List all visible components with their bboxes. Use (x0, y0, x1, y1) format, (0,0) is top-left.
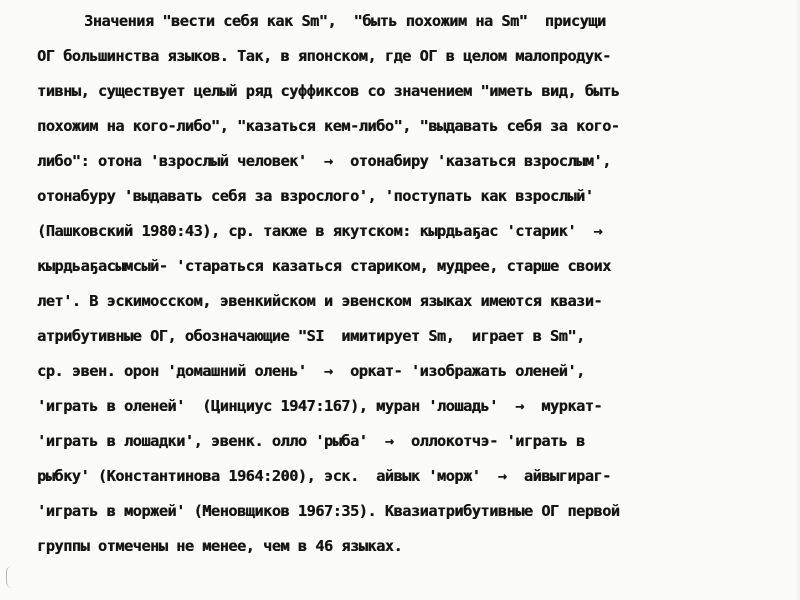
margin-bracket-mark (6, 566, 13, 588)
text-line-11: ср. эвен. орон 'домашний олень' → оркат- 'изображать оленей', (37, 362, 585, 380)
text-line-14: рыбку' (Константинова 1964:200), эск. айвык 'морж' → айвыгираг- (37, 467, 611, 485)
text-line-7: (Пашковский 1980:43), ср. также в якутском: кырдьаҕас 'старик' → (37, 222, 603, 240)
scan-edge-shadow (794, 0, 800, 600)
text-line-5: либо": отона 'взрослый человек' → отонабиру 'казаться взрослым', (37, 152, 611, 170)
text-line-3: тивны, существует целый ряд суффиксов со значением "иметь вид, быть (37, 82, 620, 100)
text-line-4: похожим на кого-либо", "казаться кем-либо", "выдавать себя за кого- (37, 117, 620, 135)
text-line-12: 'играть в оленей' (Цинциус 1947:167), муран 'лошадь' → муркат- (37, 397, 603, 415)
text-line-8: кырдьаҕасымсый- 'стараться казаться стариком, мудрее, старше своих (37, 257, 611, 275)
text-line-16: группы отмечены не менее, чем в 46 языках. (37, 537, 403, 555)
text-line-13: 'играть в лошадки', эвенк. олло 'рыба' → оллокотчэ- 'играть в (37, 432, 585, 450)
text-line-2: ОГ большинства языков. Так, в японском, где ОГ в целом малопродук- (37, 47, 611, 65)
text-line-1: Значения "вести себя как Sm", "быть похожим на Sm" присущи (84, 12, 606, 30)
text-line-10: атрибутивные ОГ, обозначающие "SI имитирует Sm, играет в Sm", (37, 327, 585, 345)
text-line-15: 'играть в моржей' (Меновщиков 1967:35). Квазиатрибутивные ОГ первой (37, 502, 620, 520)
text-line-6: отонабуру 'выдавать себя за взрослого', 'поступать как взрослый' (37, 187, 594, 205)
text-line-9: лет'. В эскимосском, эвенкийском и эвенском языках имеются квази- (37, 292, 603, 310)
